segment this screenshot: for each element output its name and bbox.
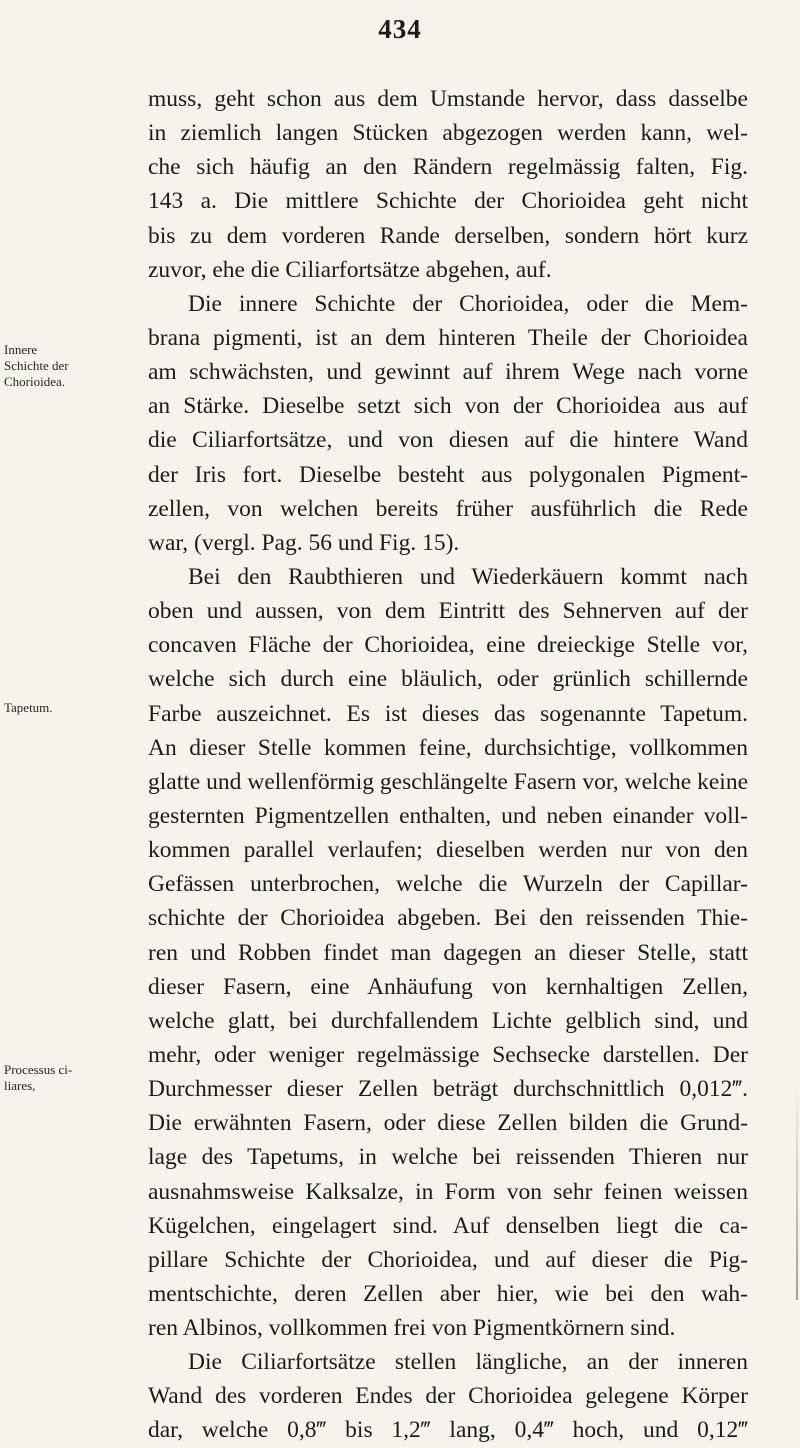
text-line: an Stärke. Dieselbe setzt sich von der Chorioidea aus auf	[148, 393, 748, 420]
text-line: zuvor, ehe die Ciliarfortsätze abgehen, auf.	[148, 256, 552, 283]
text-line: ren Albinos, vollkommen frei von Pigmentkörnern sind.	[148, 1315, 676, 1342]
margin-note-processus	[4, 1062, 144, 1094]
text-line: mehr, oder weniger regelmässige Sechsecke darstellen. Der	[148, 1041, 748, 1068]
text-line: lage des Tapetums, in welche bei reissenden Thieren nur	[148, 1144, 748, 1171]
text-line: muss, geht schon aus dem Umstande hervor, dass dasselbe	[148, 86, 748, 112]
text-line: zellen, von welchen bereits früher ausführlich die Rede	[148, 495, 748, 522]
text-line: mentschichte, deren Zellen aber hier, wie bei den wah-	[148, 1280, 748, 1307]
margin-note-line: Processus ci-	[4, 1062, 73, 1077]
text-line: Farbe auszeichnet. Es ist dieses das sogenannte Tapetum.	[148, 700, 748, 727]
text-line: ausnahmsweise Kalksalze, in Form von sehr feinen weissen	[148, 1178, 748, 1205]
text-line: die Ciliarfortsätze, und von diesen auf die hintere Wand	[148, 427, 748, 454]
text-line: Bei den Raubthieren und Wiederkäuern kommt nach	[188, 563, 748, 590]
text-line: schichte der Chorioidea abgeben. Bei den reissenden Thie-	[148, 905, 748, 932]
page-number: 434	[378, 14, 422, 44]
text-line: dieser Fasern, eine Anhäufung von kernhaltigen Zellen,	[148, 973, 748, 1000]
text-line: brana pigmenti, ist an dem hinteren Theile der Chorioidea	[148, 324, 748, 351]
margin-note-line: Schichte der	[4, 358, 69, 373]
body-text	[148, 82, 748, 1448]
text-line: welche sich durch eine bläulich, oder grünlich schillernde	[148, 666, 748, 693]
text-line: Die innere Schichte der Chorioidea, oder die Mem-	[188, 290, 748, 317]
text-line: concaven Fläche der Chorioidea, eine dreieckige Stelle vor,	[148, 632, 748, 659]
text-line: der Iris fort. Dieselbe besteht aus polygonalen Pigment-	[148, 461, 748, 488]
text-line: glatte und wellenförmig geschlängelte Fasern vor, welche keine	[148, 768, 748, 795]
text-line: gesternten Pigmentzellen enthalten, und neben einander voll-	[148, 802, 748, 829]
text-line: Kügelchen, eingelagert sind. Auf denselben liegt die ca-	[148, 1212, 748, 1239]
margin-note-line: Tapetum.	[4, 700, 53, 715]
text-line: welche glatt, bei durchfallendem Lichte gelblich sind, und	[148, 1007, 748, 1034]
text-line: Gefässen unterbrochen, welche die Wurzeln der Capillar-	[148, 871, 748, 898]
margin-note-line: Innere	[4, 342, 38, 357]
text-line: ren und Robben findet man dagegen an dieser Stelle, statt	[148, 939, 748, 966]
text-line: bis zu dem vorderen Rande derselben, sondern hört kurz	[148, 222, 748, 249]
text-line: An dieser Stelle kommen feine, durchsichtige, vollkommen	[148, 734, 748, 761]
text-line: Die erwähnten Fasern, oder diese Zellen bilden die Grund-	[148, 1110, 748, 1137]
text-line: Durchmesser dieser Zellen beträgt durchschnittlich 0,012‴.	[148, 1076, 748, 1103]
text-line: 143 a. Die mittlere Schichte der Chorioidea geht nicht	[148, 188, 748, 215]
margin-note-tapetum	[4, 700, 144, 716]
margin-note-line: liares,	[4, 1078, 36, 1093]
text-line: pillare Schichte der Chorioidea, und auf dieser die Pig-	[148, 1246, 748, 1273]
margin-note-innere-schichte	[4, 342, 144, 390]
text-line: war, (vergl. Pag. 56 und Fig. 15).	[148, 529, 460, 556]
text-line: am schwächsten, und gewinnt auf ihrem Wege nach vorne	[148, 359, 748, 386]
text-line: kommen parallel verlaufen; dieselben werden nur von den	[148, 837, 748, 864]
text-line: Die Ciliarfortsätze stellen längliche, an der inneren	[188, 1349, 748, 1376]
margin-note-line: Chorioidea.	[4, 374, 66, 389]
page-edge-shadow	[796, 1080, 798, 1300]
text-line: Wand des vorderen Endes der Chorioidea gelegene Körper	[148, 1383, 748, 1410]
text-line: oben und aussen, von dem Eintritt des Sehnerven auf der	[148, 598, 748, 625]
text-line: in ziemlich langen Stücken abgezogen werden kann, wel-	[148, 120, 748, 147]
text-line: dar, welche 0,8‴ bis 1,2‴ lang, 0,4‴ hoch, und 0,12‴	[148, 1417, 748, 1444]
text-line: che sich häufig an den Rändern regelmässig falten, Fig.	[148, 154, 748, 181]
